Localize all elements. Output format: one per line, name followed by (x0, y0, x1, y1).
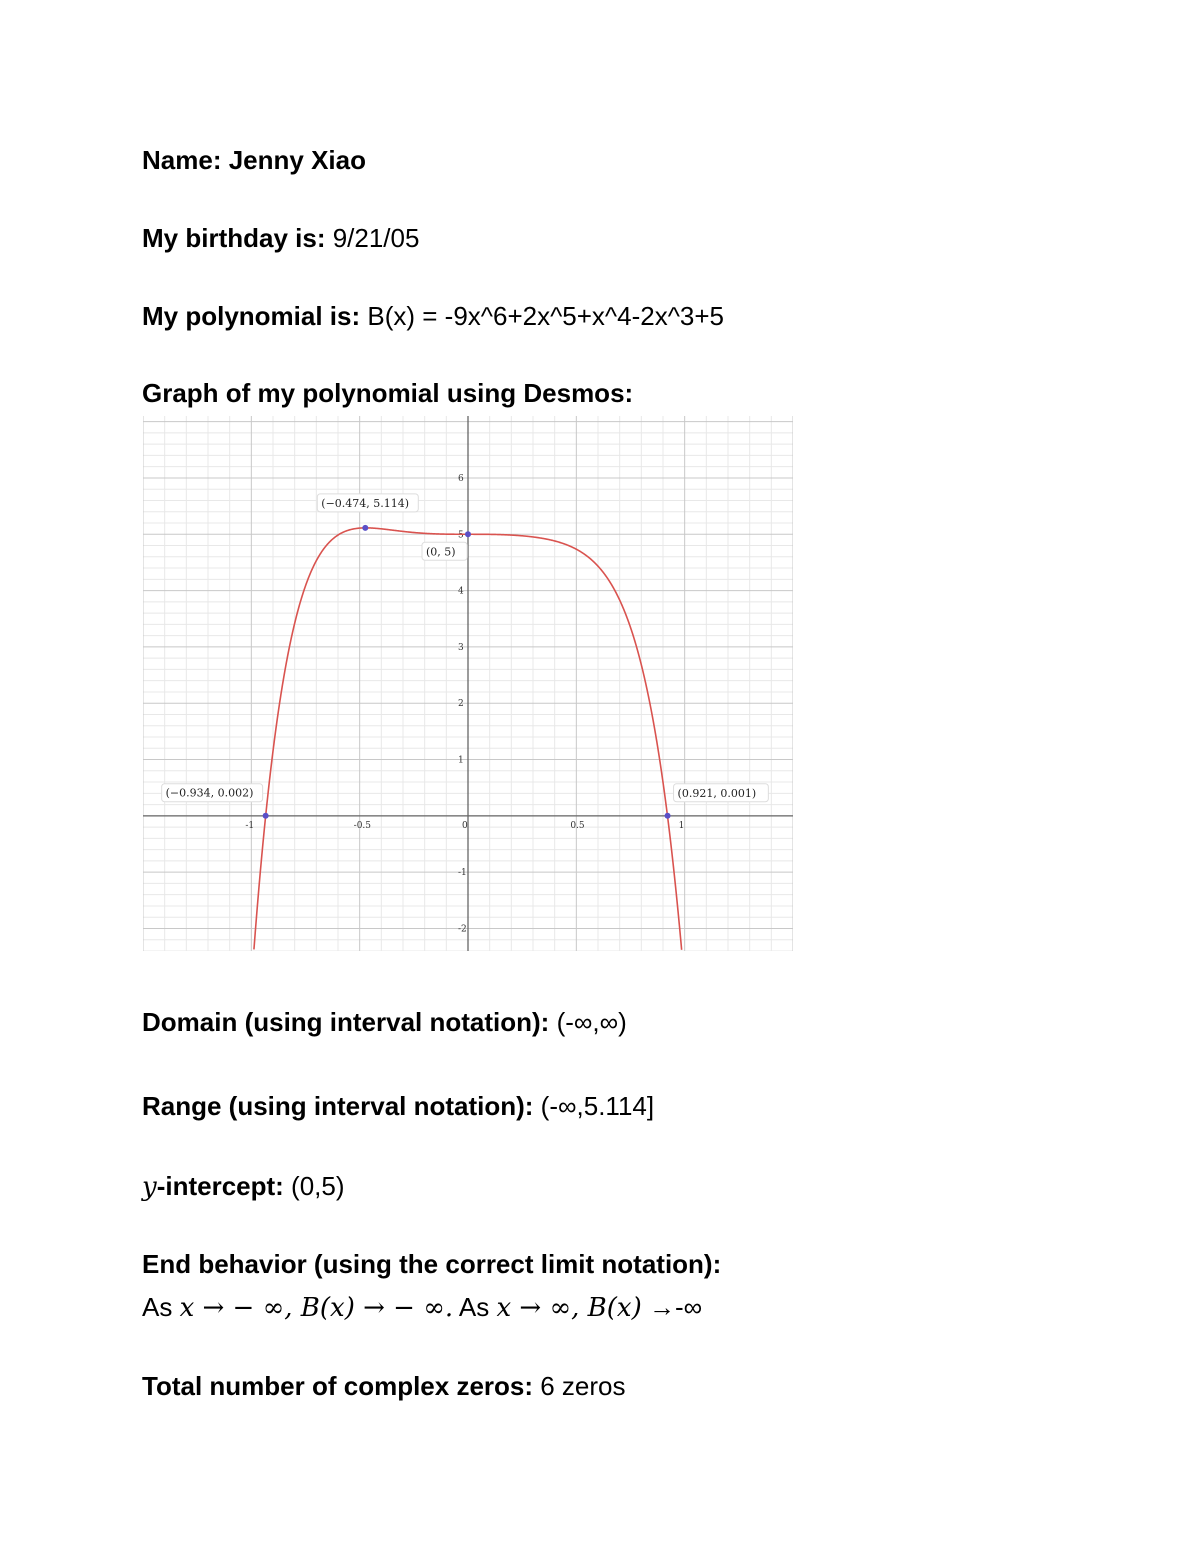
point-label: (−0.474, 5.114) (321, 496, 410, 510)
end-behavior-heading (142, 1248, 721, 1280)
key-point (465, 531, 471, 537)
intercept-var: y (142, 1172, 157, 1202)
y-tick-label: -1 (458, 868, 467, 879)
birthday-value: 9/21/05 (325, 223, 420, 253)
end-behavior-tail: →-∞ (641, 1292, 703, 1322)
desmos-graph (143, 416, 793, 951)
range-value: (-∞,5.114] (533, 1091, 655, 1121)
polynomial-value: B(x) = -9x^6+2x^5+x^4-2x^3+5 (360, 301, 725, 331)
domain-value: (-∞,∞) (549, 1007, 627, 1037)
y-tick-label: 6 (458, 473, 464, 484)
y-tick-label: -2 (458, 924, 467, 935)
zeros-label: Total number of complex zeros: (142, 1371, 534, 1401)
birthday-line (142, 222, 419, 254)
x-tick-label: 1 (678, 820, 685, 831)
name-line (142, 144, 366, 176)
polynomial-line (142, 300, 724, 332)
domain-line (142, 1006, 627, 1038)
intercept-value: (0,5) (283, 1171, 345, 1201)
range-label: Range (using interval notation): (142, 1091, 534, 1121)
end-behavior-as2: As (453, 1292, 497, 1322)
end-behavior-expr2: x → ∞, B(x) (496, 1293, 642, 1323)
x-tick-label: -1 (245, 820, 255, 831)
intercept-label: -intercept: (156, 1171, 284, 1201)
zeros-line (142, 1370, 626, 1402)
x-tick-label: -0.5 (353, 820, 372, 831)
end-behavior-label: End behavior (using the correct limit notation): (142, 1249, 722, 1279)
zeros-value: 6 zeros (533, 1371, 626, 1401)
y-tick-label: 5 (458, 530, 464, 541)
polynomial-label: My polynomial is: (142, 301, 361, 331)
x-tick-label: 0 (462, 820, 468, 831)
point-label: (−0.934, 0.002) (165, 786, 254, 800)
key-points (162, 494, 769, 819)
graph-heading (142, 377, 633, 409)
key-point (665, 813, 671, 819)
end-behavior-as1: As (142, 1292, 180, 1322)
y-tick-label: 3 (458, 642, 464, 653)
x-tick-label: 0.5 (570, 820, 585, 831)
intercept-line (142, 1170, 345, 1203)
axes (143, 416, 793, 951)
graph-heading-label: Graph of my polynomial using Desmos: (142, 378, 634, 408)
range-line (142, 1090, 654, 1122)
y-tick-label: 1 (458, 755, 464, 766)
key-point (263, 813, 269, 819)
key-point (362, 525, 368, 531)
point-label: (0.921, 0.001) (677, 786, 757, 800)
end-behavior-statement (142, 1291, 702, 1324)
birthday-label: My birthday is: (142, 223, 326, 253)
end-behavior-expr1: x → − ∞, B(x) → − ∞. (179, 1293, 454, 1323)
point-label: (0, 5) (426, 545, 456, 559)
domain-label: Domain (using interval notation): (142, 1007, 550, 1037)
name-label: Name: Jenny Xiao (142, 145, 366, 175)
y-tick-label: 2 (458, 699, 464, 710)
y-tick-label: 4 (458, 586, 464, 597)
